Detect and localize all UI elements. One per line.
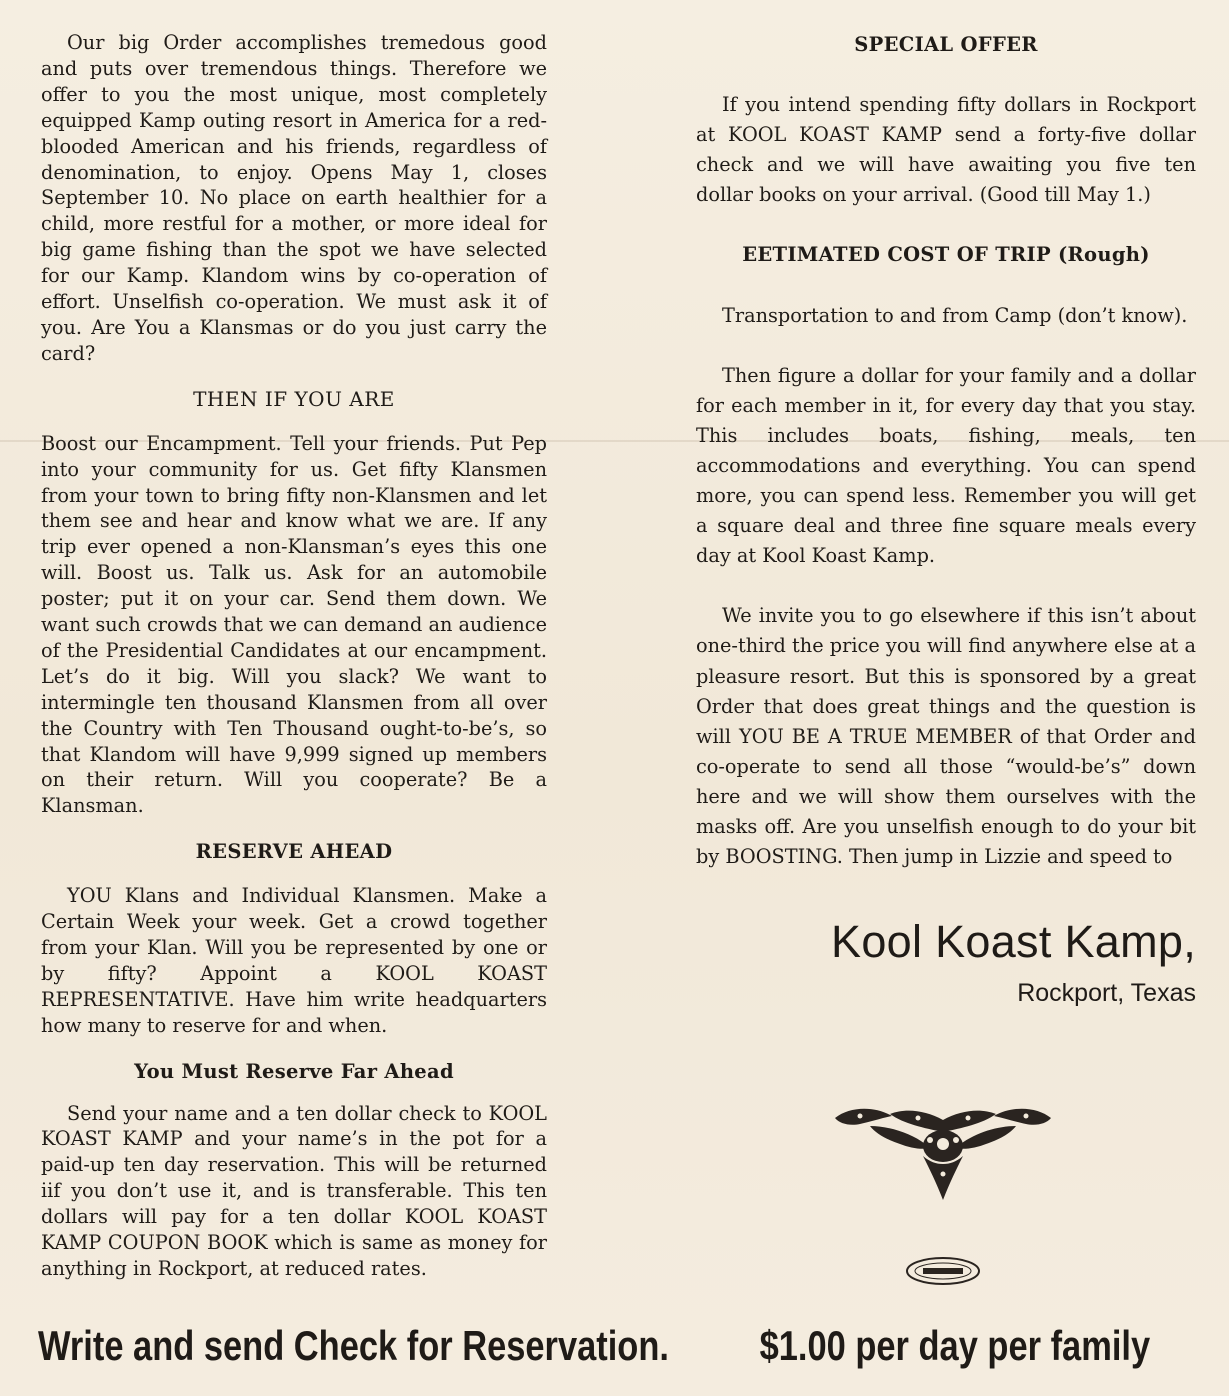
heading-special-offer: SPECIAL OFFER bbox=[854, 33, 1038, 56]
figure-paragraph: Then figure a dollar for your family and a dollar for each member in it, for every day that you stay. This includes boats, fishing, meals, ten accommodations and everything. You can spend more, you can spend less. Remember you will get a square deal and three fine square meals every day at Kool Koast Kamp. bbox=[696, 363, 1196, 568]
signature-place: Rockport, Texas bbox=[1017, 979, 1196, 1008]
invite-paragraph: We invite you to go elsewhere if this isn’t about one-third the price you will find anywhere else at a pleasure resort. But this is sponsored by a great Order that does great things and the question is will YOU BE A TRUE MEMBER of that Order and co-operate to send all those “would-be’s” down here and we will show them ourselves with the masks off. Are you unselfish enough to do your bit by BOOSTING. Then jump in Lizzie and speed to bbox=[696, 604, 1196, 869]
footer-price: $1.00 per day per family bbox=[759, 1322, 1151, 1369]
signature-name: Kool Koast Kamp, bbox=[831, 916, 1196, 968]
offer-paragraph: If you intend spending fifty dollars in Rockport at KOOL KOAST KAMP send a forty-five dollar check and we will have awaiting you five ten dollar books on your arrival. (Good till May 1.) bbox=[696, 93, 1196, 207]
send-paragraph: Send your name and a ten dollar check to KOOL KOAST KAMP and your name’s in the pot for a paid-up ten day reservation. This will be returned iif you don’t use it, and is transferable. This ten dollars will pay for a ten dollar KOOL KOAST KAMP COUPON BOOK which is same as money for anything in Rockport, at reduced rates. bbox=[41, 1101, 547, 1280]
reserve-paragraph: YOU Klans and Individual Klansmen. Make a Certain Week your week. Get a crowd together from your Klan. Will you be represented by one or by fifty? Appoint a KOOL KOAST REPRESENTATIVE. Have him write headquarters how many to reserve for and when. bbox=[41, 884, 547, 1037]
union-label-icon bbox=[905, 1256, 981, 1286]
intro-paragraph: Our big Order accomplishes tremedous good and puts over tremendous things. Therefore we offer to you the most unique, most completely equipped Kamp outing resort in America for a red-blooded American and his friends, regardless of denomination, to enjoy. Opens May 1, closes September 10. No place on earth healthier for a child, more restful for a mother, or more ideal for big game fishing than the spot we have selected for our Kamp. Klandom wins by co-operation of effort. Unselfish co-operation. We must ask it of you. Are You a Klansmas or do you just carry the card? bbox=[41, 31, 547, 365]
footer-banner bbox=[38, 1316, 1151, 1376]
footer-call-to-action: Write and send Check for Reservation. bbox=[38, 1322, 669, 1369]
left-column bbox=[41, 30, 547, 1282]
heading-reserve-ahead: RESERVE AHEAD bbox=[195, 840, 393, 864]
heading-estimated-cost: EETIMATED COST OF TRIP (Rough) bbox=[742, 243, 1150, 267]
right-column bbox=[696, 30, 1196, 1008]
heading-then-if-you-are: THEN IF YOU ARE bbox=[193, 386, 395, 411]
floral-ornament-icon bbox=[830, 1104, 1056, 1204]
heading-must-reserve: You Must Reserve Far Ahead bbox=[134, 1059, 454, 1083]
transport-paragraph: Transportation to and from Camp (don’t know). bbox=[722, 303, 1188, 327]
boost-paragraph: Boost our Encampment. Tell your friends. Put Pep into your community for us. Get fifty Klansmen from your town to bring fifty non-Klansmen and let them see and hear and know what we are. If any trip ever opened a non-Klansman’s eyes this one will. Boost us. Talk us. Ask for an automobile poster; put it on your car. Send them down. We want such crowds that we can demand an audience of the Presidential Candidates at our encampment. Let’s do it big. Will you slack? We want to intermingle ten thousand Klansmen from all over the Country with Ten Thousand ought-to-be’s, so that Klandom will have 9,999 signed up members on their return. Will you cooperate? Be a Klansman. bbox=[41, 431, 547, 818]
